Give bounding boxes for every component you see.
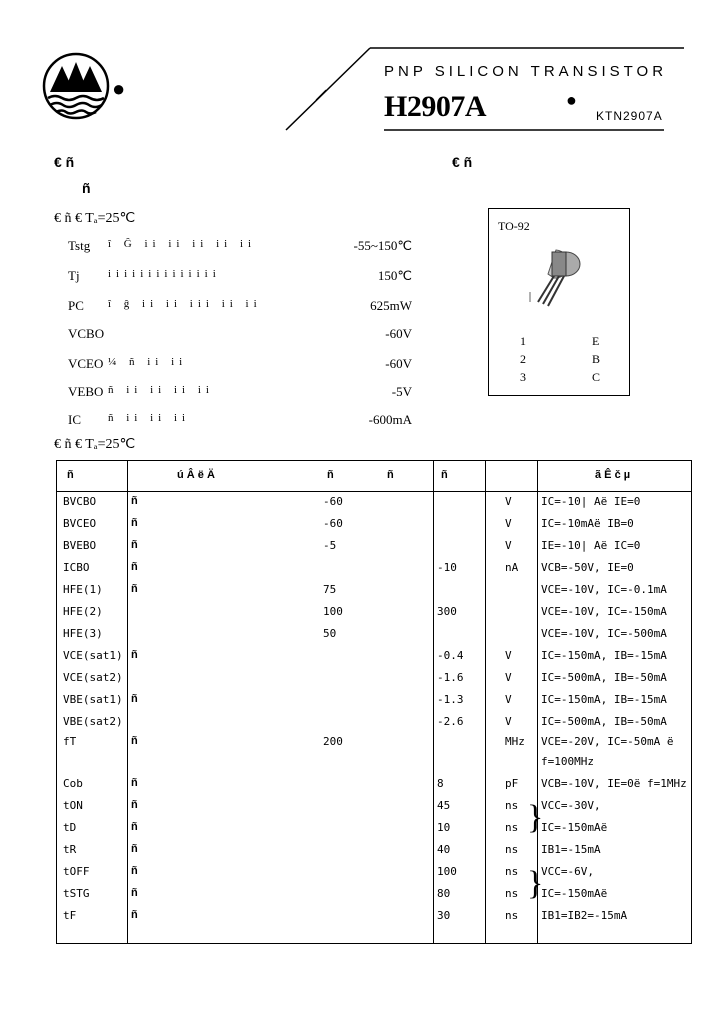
cell-param: tON	[63, 799, 83, 812]
cell-max: 300	[437, 605, 457, 618]
rating-symbol: Tstg	[68, 238, 91, 253]
rating-label: ¼ ñ ii ii	[108, 356, 188, 368]
cell-param: tSTG	[63, 887, 90, 900]
rating-label: ñ ii ii ii	[108, 412, 191, 424]
part-number: H2907A	[384, 90, 486, 123]
cell-min: -5	[323, 539, 337, 552]
cell-max: 100	[437, 865, 457, 878]
pin-name: B	[592, 352, 601, 366]
cell-tc: VCE=-10V, IC=-500mA	[541, 627, 667, 640]
table-row	[57, 843, 691, 863]
cell-cond: ñ	[131, 561, 138, 573]
cell-cond: ñ	[131, 887, 138, 899]
rating-row	[68, 268, 412, 288]
cell-unit: V	[505, 649, 512, 662]
table-row	[57, 605, 691, 625]
cell-param: VBE(sat1)	[63, 693, 123, 706]
cell-tc: IE=-10| Aë IC=0	[541, 539, 641, 552]
table-row	[57, 561, 691, 581]
cell-unit: pF	[505, 777, 519, 790]
cell-unit: ns	[505, 909, 519, 922]
cell-tc: VCE=-10V, IC=-0.1mA	[541, 583, 667, 596]
table-row	[57, 649, 691, 669]
ratings-label: € ñ € Tₐ=25℃	[54, 211, 136, 226]
rating-row	[68, 412, 412, 432]
cell-unit: ns	[505, 799, 519, 812]
cell-max: 45	[437, 799, 451, 812]
header-min: ñ	[327, 469, 334, 481]
cell-param: VCE(sat2)	[63, 671, 123, 684]
cell-tc: VCB=-10V, IE=0ë f=1MHz	[541, 777, 687, 790]
table-row	[57, 755, 691, 775]
rating-symbol: VCBO	[68, 326, 105, 341]
table-row	[57, 517, 691, 537]
rating-row	[68, 384, 412, 404]
rating-symbol: VEBO	[68, 384, 104, 399]
cell-max: 10	[437, 821, 451, 834]
elec-label: € ñ € Tₐ=25℃	[54, 437, 136, 452]
cell-unit: nA	[505, 561, 519, 574]
cell-param: BVCEO	[63, 517, 97, 530]
cell-param: ICBO	[63, 561, 90, 574]
table-row	[57, 495, 691, 515]
cell-min: -60	[323, 495, 343, 508]
pin-number: 3	[520, 370, 526, 384]
cell-min: 50	[323, 627, 337, 640]
rating-value: 625mW	[370, 298, 412, 313]
cell-max: -1.3	[437, 693, 464, 706]
cell-max: 80	[437, 887, 451, 900]
cell-tc: IB1=IB2=-15mA	[541, 909, 628, 922]
brace-switching-on: }	[527, 799, 544, 836]
cell-param: tR	[63, 843, 77, 856]
cell-cond: ñ	[131, 495, 138, 507]
cell-tc: IC=-500mA, IB=-50mA	[541, 715, 667, 728]
table-row	[57, 865, 691, 885]
device-type: PNP SILICON TRANSISTOR	[384, 63, 668, 80]
pin-number: 2	[520, 352, 526, 366]
cell-param: HFE(3)	[63, 627, 103, 640]
table-row	[57, 715, 691, 735]
rating-symbol: Tj	[68, 268, 80, 283]
cell-tc: IC=-10| Aë IE=0	[541, 495, 641, 508]
header-max: ñ	[441, 469, 448, 481]
cell-param: tOFF	[63, 865, 90, 878]
cell-max: -2.6	[437, 715, 464, 728]
cell-tc: IC=-150mAë	[541, 821, 608, 834]
brace-switching-off: }	[527, 865, 544, 902]
rating-value: -60V	[385, 326, 412, 341]
pin-number: 1	[520, 334, 526, 348]
cell-tc: IB1=-15mA	[541, 843, 601, 856]
pin-name: E	[592, 334, 600, 348]
rating-label: î ĝ ii ii iii ii ii	[108, 298, 262, 310]
cell-param: tD	[63, 821, 77, 834]
cell-tc: IC=-150mAë	[541, 887, 608, 900]
cell-max: -10	[437, 561, 457, 574]
cell-param: VCE(sat1)	[63, 649, 123, 662]
cell-max: -0.4	[437, 649, 464, 662]
cell-unit: MHz	[505, 735, 525, 748]
table-row	[57, 693, 691, 713]
header-param: ñ	[67, 469, 74, 481]
cell-tc: VCC=-30V,	[541, 799, 601, 812]
cell-tc: VCB=-50V, IE=0	[541, 561, 634, 574]
cell-param: tF	[63, 909, 77, 922]
rating-row	[68, 326, 412, 346]
cell-unit: V	[505, 715, 512, 728]
cell-unit: ns	[505, 887, 519, 900]
cell-tc: VCC=-6V,	[541, 865, 594, 878]
rating-value: 150℃	[377, 268, 412, 283]
cell-max: 8	[437, 777, 444, 790]
cell-param: BVCBO	[63, 495, 97, 508]
cell-param: HFE(1)	[63, 583, 103, 596]
cell-cond: ñ	[131, 821, 138, 833]
cell-unit: V	[505, 517, 512, 530]
cell-unit: V	[505, 693, 512, 706]
company-logo	[42, 52, 110, 120]
table-row	[57, 539, 691, 559]
header-symbol: ú Â ë Ä	[177, 469, 215, 481]
header-conditions: ã Ê č µ	[595, 469, 631, 481]
cell-param: Cob	[63, 777, 83, 790]
package-title: TO-92	[498, 219, 530, 233]
rating-row	[68, 356, 412, 376]
cell-cond: ñ	[131, 583, 138, 595]
rating-value: -5V	[391, 384, 412, 399]
transistor-package-drawing	[524, 246, 590, 308]
use-label: € ñ	[54, 154, 75, 170]
rating-symbol: VCEO	[68, 356, 104, 371]
cell-unit: V	[505, 539, 512, 552]
table-row	[57, 909, 691, 929]
table-row	[57, 821, 691, 841]
cell-param: BVEBO	[63, 539, 97, 552]
cell-cond: ñ	[131, 735, 138, 747]
cell-tc: IC=-150mA, IB=-15mA	[541, 649, 667, 662]
cell-param: fT	[63, 735, 77, 748]
cell-cond: ñ	[131, 693, 138, 705]
cell-max: 30	[437, 909, 451, 922]
cell-unit: ns	[505, 821, 519, 834]
table-row	[57, 583, 691, 603]
rating-value: -55~150℃	[353, 238, 412, 253]
cell-unit: ns	[505, 865, 519, 878]
characteristics-table	[56, 460, 692, 944]
rating-row	[68, 238, 412, 258]
cell-unit: V	[505, 671, 512, 684]
company-name: ●	[112, 76, 126, 101]
cell-unit: V	[505, 495, 512, 508]
equivalent-part: KTN2907A	[596, 109, 663, 123]
rating-label: ñ ii ii ii ii	[108, 384, 214, 396]
header-typ: ñ	[387, 469, 394, 481]
cell-cond: ñ	[131, 777, 138, 789]
table-row	[57, 777, 691, 797]
cell-cond: ñ	[131, 843, 138, 855]
cell-min: 75	[323, 583, 337, 596]
rating-value: -600mA	[368, 412, 412, 427]
table-row	[57, 735, 691, 755]
cell-max: -1.6	[437, 671, 464, 684]
table-row	[57, 671, 691, 691]
cell-min: -60	[323, 517, 343, 530]
rating-label: iiiiiiiiiiiiii	[108, 268, 221, 280]
cell-tc: IC=-150mA, IB=-15mA	[541, 693, 667, 706]
package-label: € ñ	[452, 154, 473, 170]
table-row	[57, 799, 691, 819]
cell-cond: ñ	[131, 517, 138, 529]
cell-cond: ñ	[131, 649, 138, 661]
cell-param: VBE(sat2)	[63, 715, 123, 728]
rating-symbol: PC	[68, 298, 84, 313]
cell-max: 40	[437, 843, 451, 856]
rating-value: -60V	[385, 356, 412, 371]
cell-cond: ñ	[131, 799, 138, 811]
cell-cond: ñ	[131, 865, 138, 877]
cell-tc: IC=-500mA, IB=-50mA	[541, 671, 667, 684]
pin-name: C	[592, 370, 601, 384]
cell-tc: VCE=-20V, IC=-50mA ë	[541, 735, 674, 748]
cell-param: HFE(2)	[63, 605, 103, 618]
cell-min: 100	[323, 605, 343, 618]
cell-tc: VCE=-10V, IC=-150mA	[541, 605, 667, 618]
cell-cond: ñ	[131, 909, 138, 921]
rating-row	[68, 298, 412, 318]
cell-tc: f=100MHz	[541, 755, 594, 768]
cell-tc: IC=-10mAë IB=0	[541, 517, 634, 530]
cell-min: 200	[323, 735, 343, 748]
cell-unit: ns	[505, 843, 519, 856]
rating-symbol: IC	[68, 412, 81, 427]
table-row	[57, 627, 691, 647]
use-note: ñ	[82, 180, 91, 196]
equivalent-label: ●	[566, 90, 577, 110]
table-row	[57, 887, 691, 907]
rating-label: î Ĝ ii ii ii ii ii	[108, 238, 257, 250]
cell-cond: ñ	[131, 539, 138, 551]
